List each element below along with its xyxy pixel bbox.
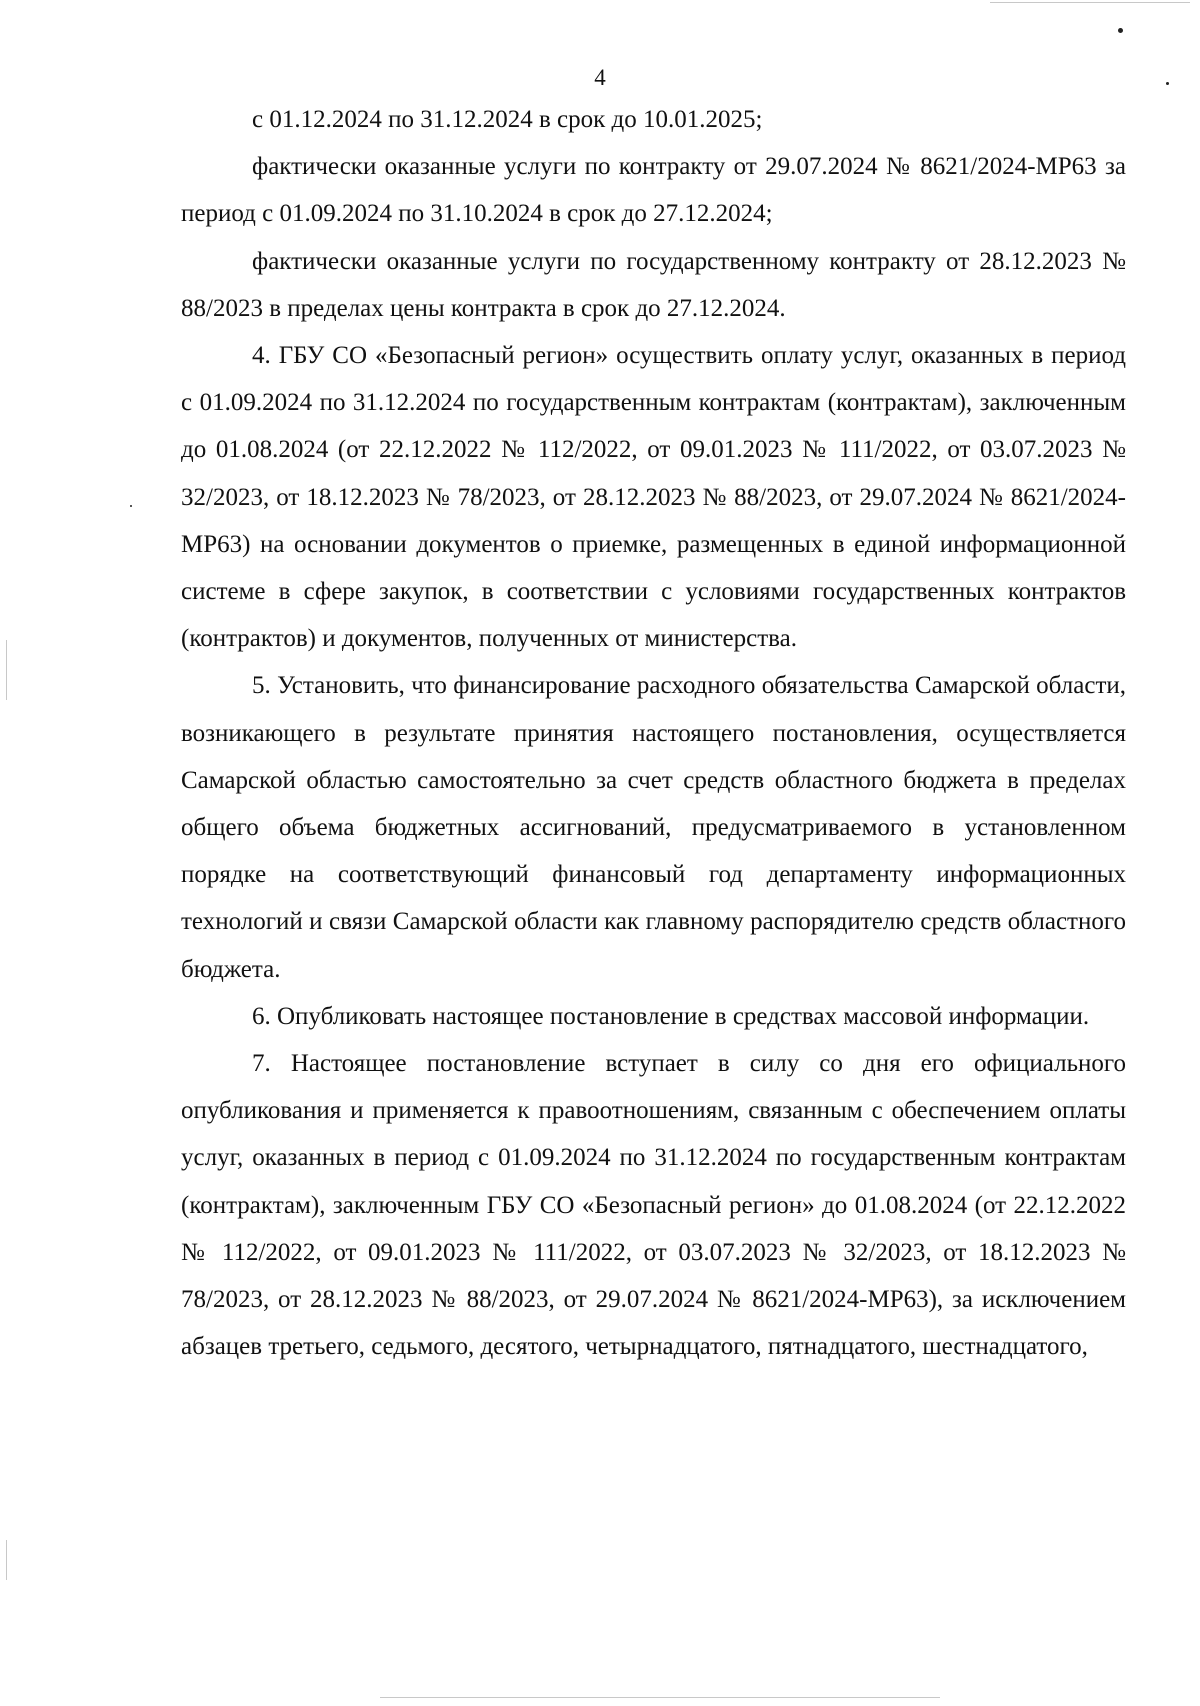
scan-line: [6, 640, 7, 700]
page-number: 4: [594, 65, 606, 90]
paragraph-contract-88: фактически оказанные услуги по государственному контракту от 28.12.2023 № 88/2023 в пределах цены контракта в срок до 27.12.2024.: [181, 247, 1126, 322]
scan-speck: [1118, 28, 1123, 33]
paragraph-contract-8621: фактически оказанные услуги по контракту от 29.07.2024 № 8621/2024-МР63 за период с 01.09.2024 по 31.10.2024 в срок до 27.12.2024;: [181, 153, 1126, 228]
scan-line: [380, 1697, 940, 1698]
document-body: [181, 96, 1126, 1370]
paragraph-item-6: 6. Опубликовать настоящее постановление в средствах массовой информации.: [252, 1002, 1090, 1030]
paragraph-item-7: 7. Настоящее постановление вступает в силу со дня его официального опубликования и применяется к правоотношениям, связанным с обеспечением оплаты услуг, оказанных в период с 01.09.2024 по 31.12.2024 по государственным контрактам (контрактам), заключенным ГБУ СО «Безопасный регион» до 01.08.2024 (от 22.12.2022 № 112/2022, от 09.01.2023 № 111/2022, от 03.07.2023 № 32/2023, от 18.12.2023 № 78/2023, от 28.12.2023 № 88/2023, от 29.07.2024 № 8621/2024-МР63), за исключением абзацев третьего, седьмого, десятого, четырнадцатого, пятнадцатого, шестнадцатого,: [181, 1050, 1126, 1361]
paragraph-item-5: 5. Установить, что финансирование расходного обязательства Самарской области, возникающего в результате принятия настоящего постановления, осуществляется Самарской областью самостоятельно за счет средств областного бюджета в пределах общего объема бюджетных ассигнований, предусматриваемого в установленном порядке на соответствующий финансовый год департаменту информационных технологий и связи Самарской области как главному распорядителю средств областного бюджета.: [181, 672, 1126, 983]
scan-speck: [1166, 82, 1169, 85]
paragraph-item-4: 4. ГБУ СО «Безопасный регион» осуществить оплату услуг, оказанных в период с 01.09.2024 по 31.12.2024 по государственным контрактам (контрактам), заключенным до 01.08.2024 (от 22.12.2022 № 112/2022, от 09.01.2023 № 111/2022, от 03.07.2023 № 32/2023, от 18.12.2023 № 78/2023, от 28.12.2023 № 88/2023, от 29.07.2024 № 8621/2024-МР63) на основании документов о приемке, размещенных в единой информационной системе в сфере закупок, в соответствии с условиями государственных контрактов (контрактов) и документов, полученных от министерства.: [181, 342, 1126, 653]
scan-line: [990, 2, 1190, 3]
paragraph-continuation: с 01.12.2024 по 31.12.2024 в срок до 10.01.2025;: [252, 106, 763, 133]
scan-speck: [130, 505, 132, 507]
scan-line: [6, 1540, 7, 1580]
